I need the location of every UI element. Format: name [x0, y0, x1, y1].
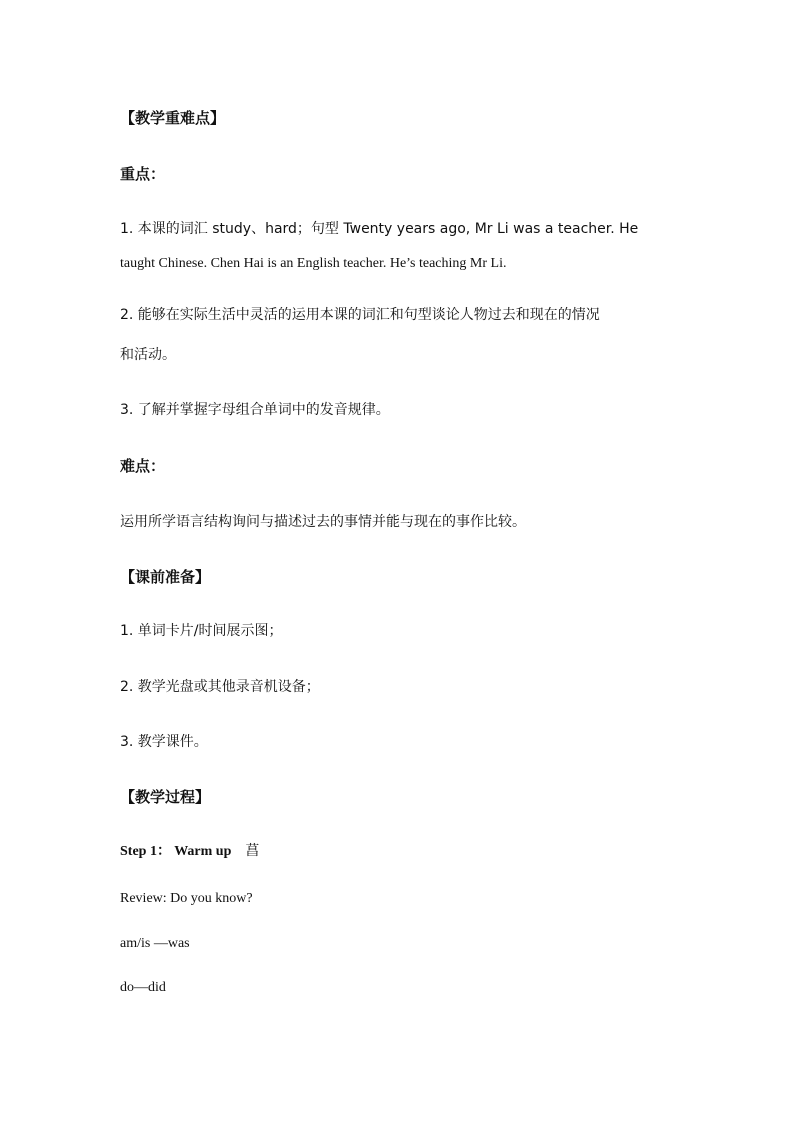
- key-point-2-line-1: 2. 能够在实际生活中灵活的运用本课的词汇和句型谈论人物过去和现在的情况: [120, 307, 600, 323]
- key-point-1-line-1: 1. 本课的词汇 study、hard；句型 Twenty years ago, Mr Li was a teacher. He: [120, 221, 639, 237]
- step-1-heading: [120, 841, 259, 862]
- key-point-1-line-2: taught Chinese. Chen Hai is an English teacher. He’s teaching Mr Li.: [120, 256, 507, 271]
- heading-teaching-process: 【教学过程】: [120, 788, 211, 806]
- verb-pair-do-did: do—did: [120, 980, 166, 995]
- prep-item-1: 1. 单词卡片/时间展示图；: [120, 623, 283, 639]
- prep-item-2: 2. 教学光盘或其他录音机设备；: [120, 679, 320, 695]
- heading-preparation: 【课前准备】: [120, 568, 211, 586]
- prep-item-3: 3. 教学课件。: [120, 734, 208, 750]
- label-key-points: 重点：: [120, 165, 166, 183]
- verb-pair-am-is-was: am/is —was: [120, 936, 190, 951]
- key-point-3: 3. 了解并掌握字母组合单词中的发音规律。: [120, 402, 390, 418]
- difficult-point-text: 运用所学语言结构询问与描述过去的事情并能与现在的事作比较。: [120, 514, 526, 530]
- heading-key-difficult-points: 【教学重难点】: [120, 109, 226, 127]
- step-1-label: Step 1： Warm up: [120, 844, 232, 859]
- label-difficult-points: 难点：: [120, 457, 166, 475]
- review-line: Review: Do you know?: [120, 891, 253, 906]
- step-1-glyph: 菖: [245, 843, 260, 859]
- key-point-2-line-2: 和活动。: [120, 347, 176, 363]
